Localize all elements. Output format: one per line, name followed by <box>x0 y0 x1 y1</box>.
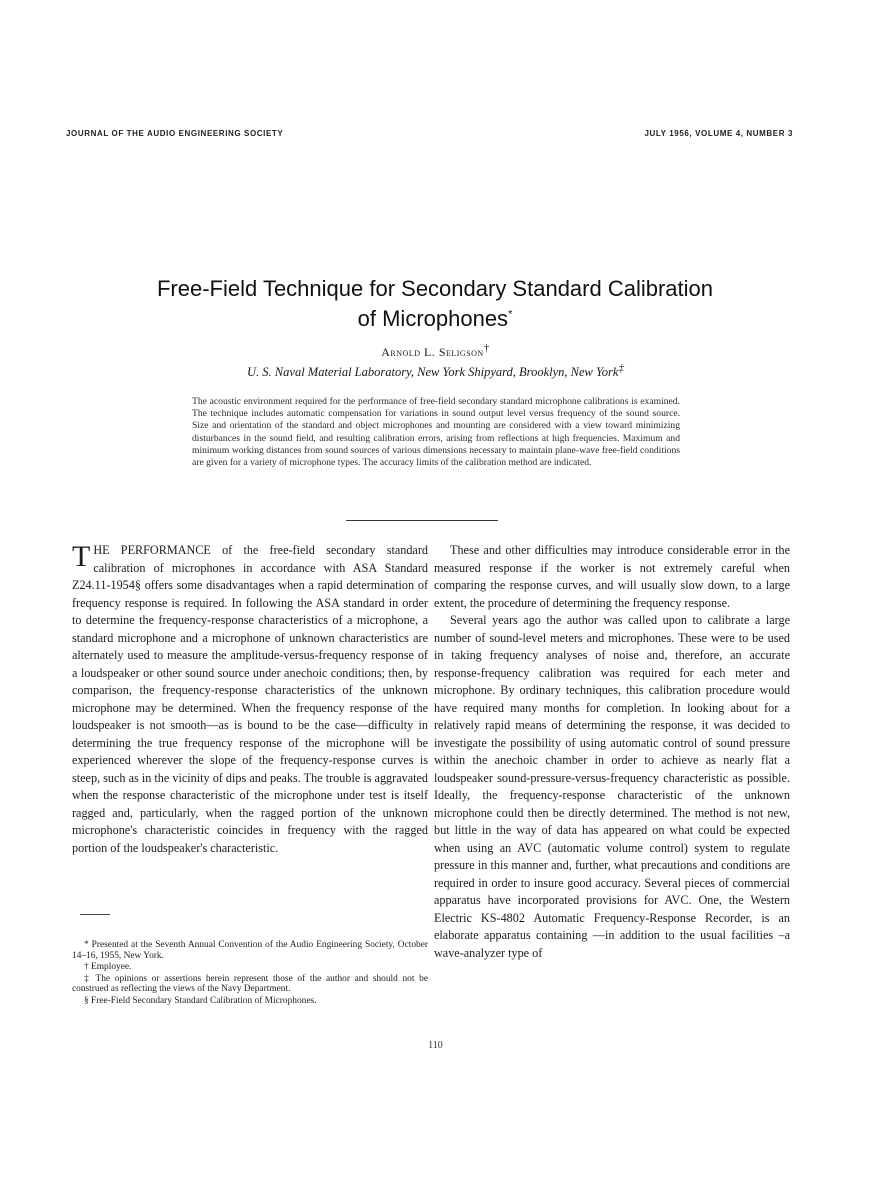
footnote-rule <box>80 914 110 915</box>
footnotes <box>72 940 428 1007</box>
footnote-1: * Presented at the Seventh Annual Convention of the Audio Engineering Society, October 14–16, 1955, New York. <box>72 940 428 961</box>
body-paragraph-1 <box>72 542 428 857</box>
title-footnote-mark: * <box>508 308 513 321</box>
footnote-4: § Free-Field Secondary Standard Calibration of Microphones. <box>84 995 317 1006</box>
body-paragraph-2: These and other difficulties may introduce considerable error in the measured response if the worker is not extremely careful when comparing the response curves, and will usually slow down, to a large extent, the procedure of determining the frequency response. <box>434 543 790 610</box>
article-title-line-2 <box>90 305 780 333</box>
footnote-3: ‡ The opinions or assertions herein represent those of the author and should not be construed as reflecting the views of the Navy Department. <box>72 973 428 994</box>
body-paragraph-1-text: HE PERFORMANCE of the free-field secondary standard calibration of microphones in accordance with ASA Standard Z24.11-1954§ offers some disadvantages when a rapid determination of frequency response is required. In following the ASA standard in order to determine the frequency-response characteristics of a microphone, a standard microphone and a microphone of unknown characteristics are alternately used to measure the amplitude-versus-frequency response of a loudspeaker or other sound source under anechoic conditions; then, by comparison, the frequency-response characteristics of the unknown microphone may be determined. When the frequency response of the loudspeaker is not smooth—as is bound to be the case—difficulty in determining the true frequency response of the microphone will be experienced wherever the slope of the frequency-response curves is steep, such as in the vicinity of dips and peaks. The trouble is aggravated when the response characteristic of the microphone under test is itself ragged and, particularly, when the ragged portion of the unknown microphone's characteristic coincides in frequency with the ragged portion of the loudspeaker's characteristic. <box>72 543 428 855</box>
issue-running-head: JULY 1956, VOLUME 4, NUMBER 3 <box>644 129 793 138</box>
author-affiliation <box>0 361 871 380</box>
body-column-left <box>72 542 428 857</box>
page-number: 110 <box>428 1040 443 1051</box>
author-name <box>0 342 871 360</box>
author-text: Arnold L. Seligson <box>381 345 484 359</box>
affiliation-text: U. S. Naval Material Laboratory, New York Shipyard, Brooklyn, New York <box>247 365 619 379</box>
author-footnote-mark: † <box>483 342 490 354</box>
title-line-1-text: Free-Field Technique for Secondary Standard Calibration <box>156 276 713 301</box>
abstract: The acoustic environment required for the performance of free-field secondary standard microphone calibrations is examined. The technique includes automatic compensation for variations in sound output level versus frequency of the sound source. Size and orientation of the standard and object microphones and mounting are considered with a view toward minimizing disturbances in the sound field, and resulting calibration errors, arising from reflections at high frequencies. Maximum and minimum working distances from sound sources of various dimensions necessary to maintain plane-wave free-field conditions are given for a variety of microphone types. The accuracy limits of the calibration method are indicated. <box>192 396 680 469</box>
section-divider <box>346 520 498 521</box>
title-line-2-text: of Microphones <box>357 306 509 331</box>
footnote-2: † Employee. <box>84 962 132 972</box>
body-column-right <box>434 542 790 962</box>
body-paragraph-3: Several years ago the author was called upon to calibrate a large number of sound-level meters and microphones. These were to be used in taking frequency analyses of noise and, therefore, an accurate response-frequency calibration was required for each meter and microphone. By ordinary techniques, this calibration procedure would have required many months for completion. In looking about for a relatively rapid means of determining the response, it was decided to investigate the possibility of using automatic control of sound pressure within the anechoic chamber in order to achieve as nearly flat a loudspeaker sound-pressure-versus-frequency characteristic as possible. Ideally, the frequency-response characteristic of the unknown microphone could then be directly determined. The method is not new, but little in the way of data has appeared on what could be expected when using an AVC (automatic volume control) system to regulate pressure in this manner and, further, what precautions and conditions are required in order to insure good accuracy. Several pieces of commercial apparatus have incorporated provisions for AVC. One, the Western Electric KS-4802 Automatic Frequency-Response Recorder, is an elaborate apparatus containing —in addition to the usual facilities –a wave-analyzer type of <box>434 613 790 960</box>
article-title-line-1 <box>90 275 780 303</box>
journal-running-head: JOURNAL OF THE AUDIO ENGINEERING SOCIETY <box>66 129 284 138</box>
drop-cap: T <box>72 540 91 573</box>
affiliation-footnote-mark: ‡ <box>618 361 624 374</box>
